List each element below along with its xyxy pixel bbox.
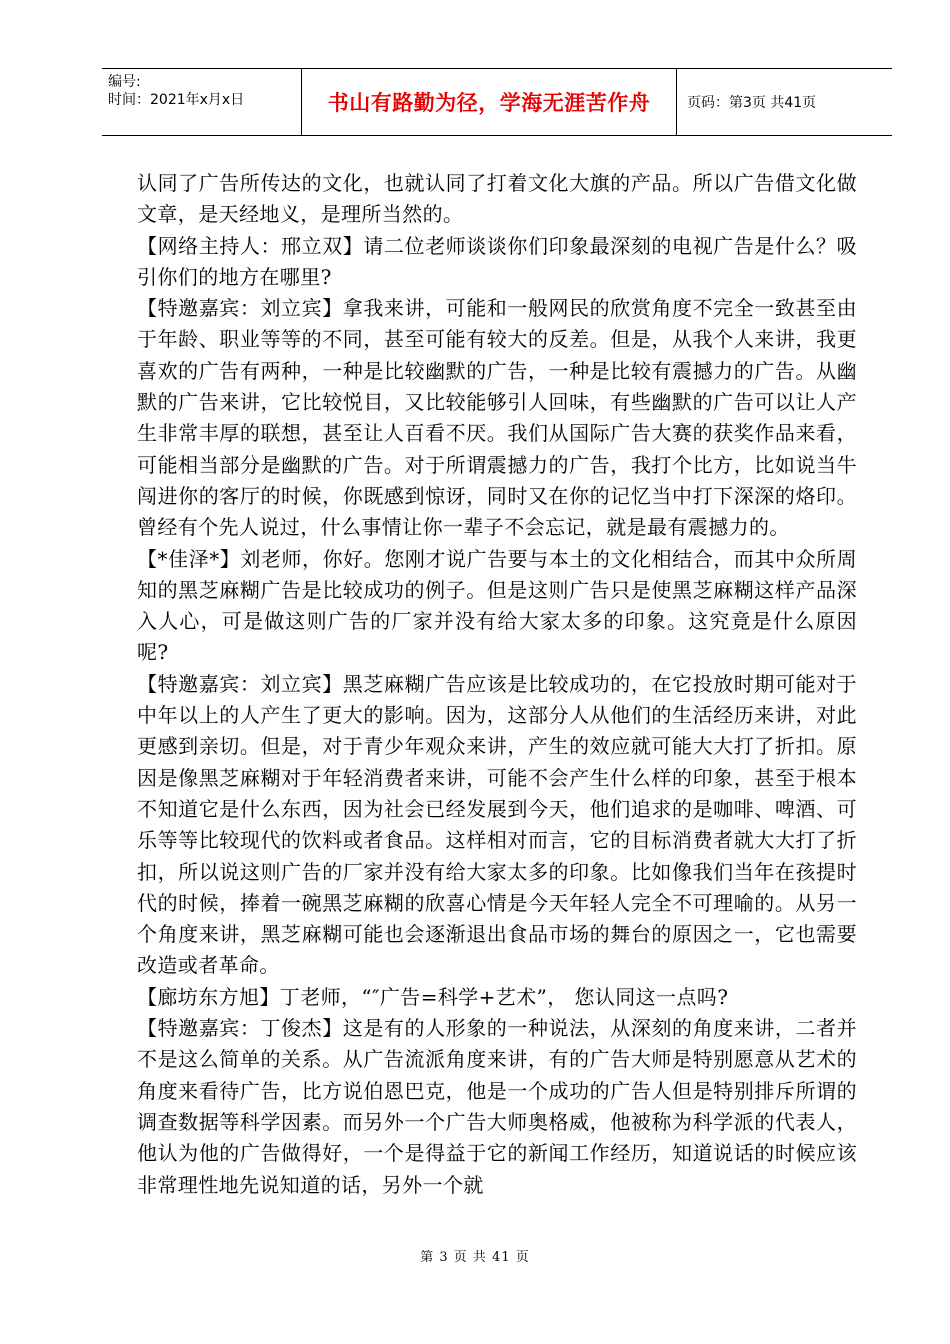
paragraph: 【特邀嘉宾：刘立宾】黑芝麻糊广告应该是比较成功的，在它投放时期可能对于中年以上的人产生了更大的影响。因为，这部分人从他们的生活经历来讲，对此更感到亲切。但是，对于青少年观众来讲，产生的效应就可能大大打了折扣。原因是像黑芝麻糊对于年轻消费者来讲，可能不会产生什么样的印象，甚至于根本不知道它是什么东西，因为社会已经发展到今天，他们追求的是咖啡、啤酒、可乐等等比较现代的饮料或者食品。这样相对而言，它的目标消费者就大大打了折扣，所以说这则广告的厂家并没有给大家太多的印象。比如像我们当年在孩提时代的时候，捧着一碗黑芝麻糊的欣喜心情是今天年轻人完全不可理喻的。从另一个角度来讲，黑芝麻糊可能也会逐渐退出食品市场的舞台的原因之一，它也需要改造或者革命。: [137, 671, 857, 978]
document-body: [137, 168, 857, 1201]
paragraph: 【网络主持人：邢立双】请二位老师谈谈你们印象最深刻的电视广告是什么？吸引你们的地方在哪里?: [137, 233, 857, 289]
paragraph: 认同了广告所传达的文化，也就认同了打着文化大旗的产品。所以广告借文化做文章，是天经地义，是理所当然的。: [137, 171, 857, 227]
header-motto: 书山有路勤为径，学海无涯苦作舟: [302, 69, 677, 135]
paragraph: 【*佳泽*】刘老师，你好。您刚才说广告要与本土的文化相结合，而其中众所周知的黑芝麻糊广告是比较成功的例子。但是这则广告只是使黑芝麻糊这样产品深入人心，可是做这则广告的厂家并没有给大家太多的印象。这究竟是什么原因呢?: [137, 546, 857, 665]
serial-number-label: 编号:: [108, 74, 141, 90]
paragraph: 【特邀嘉宾：丁俊杰】这是有的人形象的一种说法，从深刻的角度来讲，二者并不是这么简单的关系。从广告流派角度来讲，有的广告大师是特别愿意从艺术的角度来看待广告，比方说伯恩巴克，他是一个成功的广告人但是特别排斥所谓的调查数据等科学因素。而另外一个广告大师奥格威，他被称为科学派的代表人，他认为他的广告做得好，一个是得益于它的新闻工作经历，知道说话的时候应该非常理性地先说知道的话，另外一个就: [137, 1016, 857, 1197]
document-header: [102, 68, 892, 136]
header-meta-cell: [102, 69, 302, 135]
page-footer: 第 3 页 共 41 页: [420, 1250, 530, 1265]
paragraph: 【特邀嘉宾：刘立宾】拿我来讲，可能和一般网民的欣赏角度不完全一致甚至由于年龄、职业等等的不同，甚至可能有较大的反差。但是，从我个人来讲，我更喜欢的广告有两种，一种是比较幽默的广告，一种是比较有震撼力的广告。从幽默的广告来讲，它比较悦目，又比较能够引人回味，有些幽默的广告可以让人产生非常丰厚的联想，甚至让人百看不厌。我们从国际广告大赛的获奖作品来看，可能相当部分是幽默的广告。对于所谓震撼力的广告，我打个比方，比如说当牛闯进你的客厅的时候，你既感到惊讶，同时又在你的记忆当中打下深深的烙印。曾经有个先人说过，什么事情让你一辈子不会忘记，就是最有震撼力的。: [137, 296, 857, 540]
paragraph: 【廊坊东方旭】丁老师，“″广告=科学+艺术”， 您认同这一点吗?: [137, 984, 729, 1009]
header-page-info: 页码：第3页 共41页: [687, 95, 817, 111]
date-label: 时间：2021年x月x日: [108, 92, 245, 108]
